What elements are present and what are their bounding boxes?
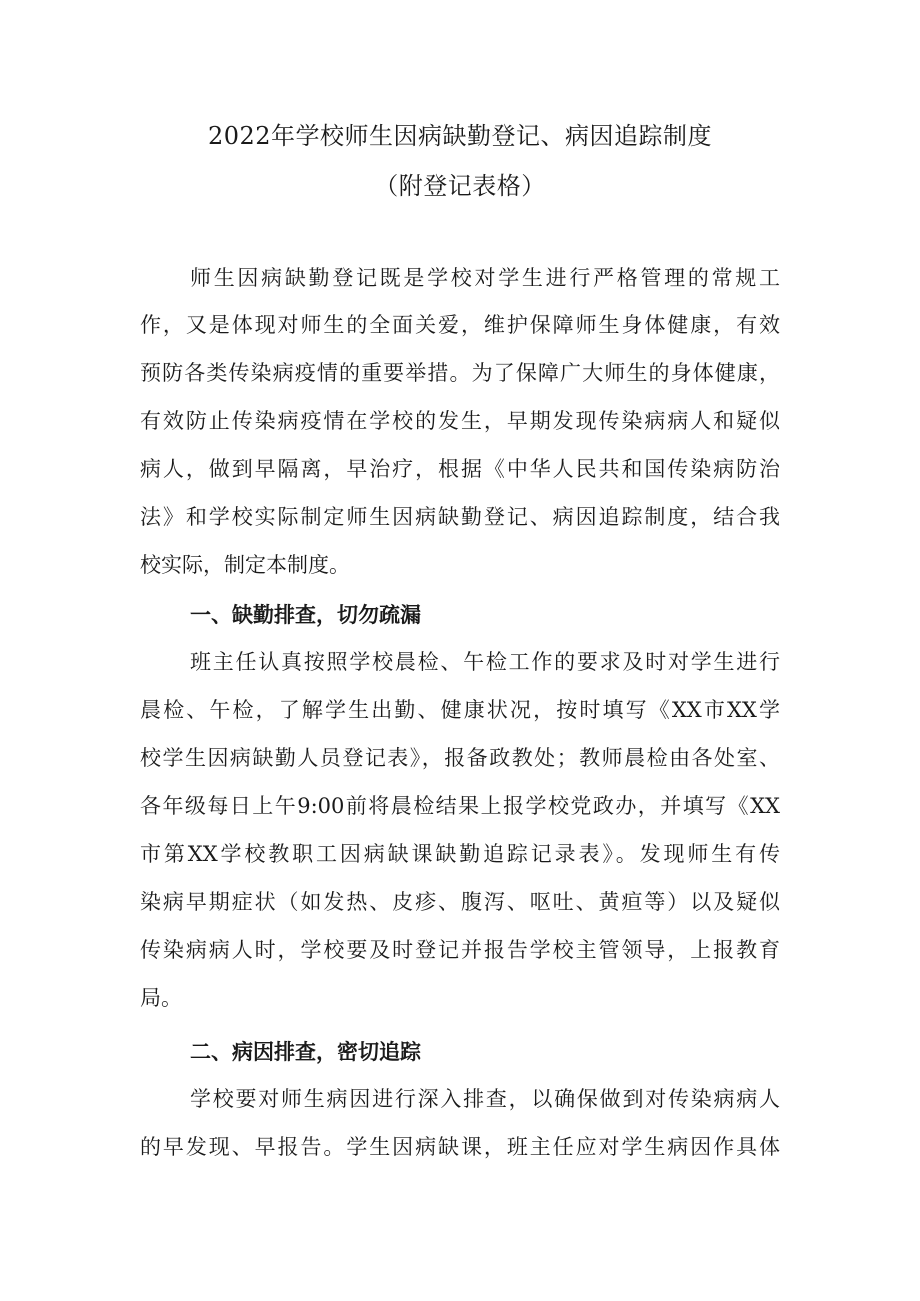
paragraph-line: 班主任认真按照学校晨检、午检工作的要求及时对学生进行 bbox=[190, 650, 780, 674]
document-title: 2022年学校师生因病缺勤登记、病因追踪制度 bbox=[207, 122, 713, 150]
paragraph-line: 预防各类传染病疫情的重要举措。为了保障广大师生的身体健康， bbox=[140, 361, 780, 385]
paragraph-line: 师生因病缺勤登记既是学校对学生进行严格管理的常规工 bbox=[190, 266, 780, 290]
paragraph-line: 病人，做到早隔离，早治疗，根据《中华人民共和国传染病防治 bbox=[140, 457, 780, 481]
paragraph-line: 法》和学校实际制定师生因病缺勤登记、病因追踪制度，结合我 bbox=[140, 505, 780, 529]
paragraph-line: 作，又是体现对师生的全面关爱，维护保障师生身体健康，有效 bbox=[140, 313, 780, 337]
paragraph-line: 学校要对师生病因进行深入排查，以确保做到对传染病病人 bbox=[190, 1087, 780, 1111]
section-heading: 二、病因排查，密切追踪 bbox=[190, 1039, 421, 1064]
document-subtitle: （附登记表格） bbox=[374, 172, 546, 200]
paragraph-line: 市第XX学校教职工因病缺课缺勤追踪记录表》。发现师生有传 bbox=[140, 842, 780, 866]
paragraph-line: 校实际，制定本制度。 bbox=[140, 553, 350, 577]
paragraph-line: 校学生因病缺勤人员登记表》，报备政教处；教师晨检由各处室、 bbox=[140, 746, 780, 770]
paragraph-line: 各年级每日上午9:00前将晨检结果上报学校党政办，并填写《XX bbox=[140, 794, 780, 818]
paragraph-line: 晨检、午检，了解学生出勤、健康状况，按时填写《XX市XX学 bbox=[140, 698, 780, 722]
paragraph-line: 局。 bbox=[140, 986, 182, 1010]
paragraph-line: 有效防止传染病疫情在学校的发生，早期发现传染病病人和疑似 bbox=[140, 409, 780, 433]
section-heading: 一、缺勤排查，切勿疏漏 bbox=[190, 602, 421, 627]
paragraph-line: 的早发现、早报告。学生因病缺课，班主任应对学生病因作具体 bbox=[140, 1135, 780, 1159]
paragraph-line: 传染病病人时，学校要及时登记并报告学校主管领导，上报教育 bbox=[140, 938, 780, 962]
paragraph-line: 染病早期症状（如发热、皮疹、腹泻、呕吐、黄疸等）以及疑似 bbox=[140, 890, 780, 914]
